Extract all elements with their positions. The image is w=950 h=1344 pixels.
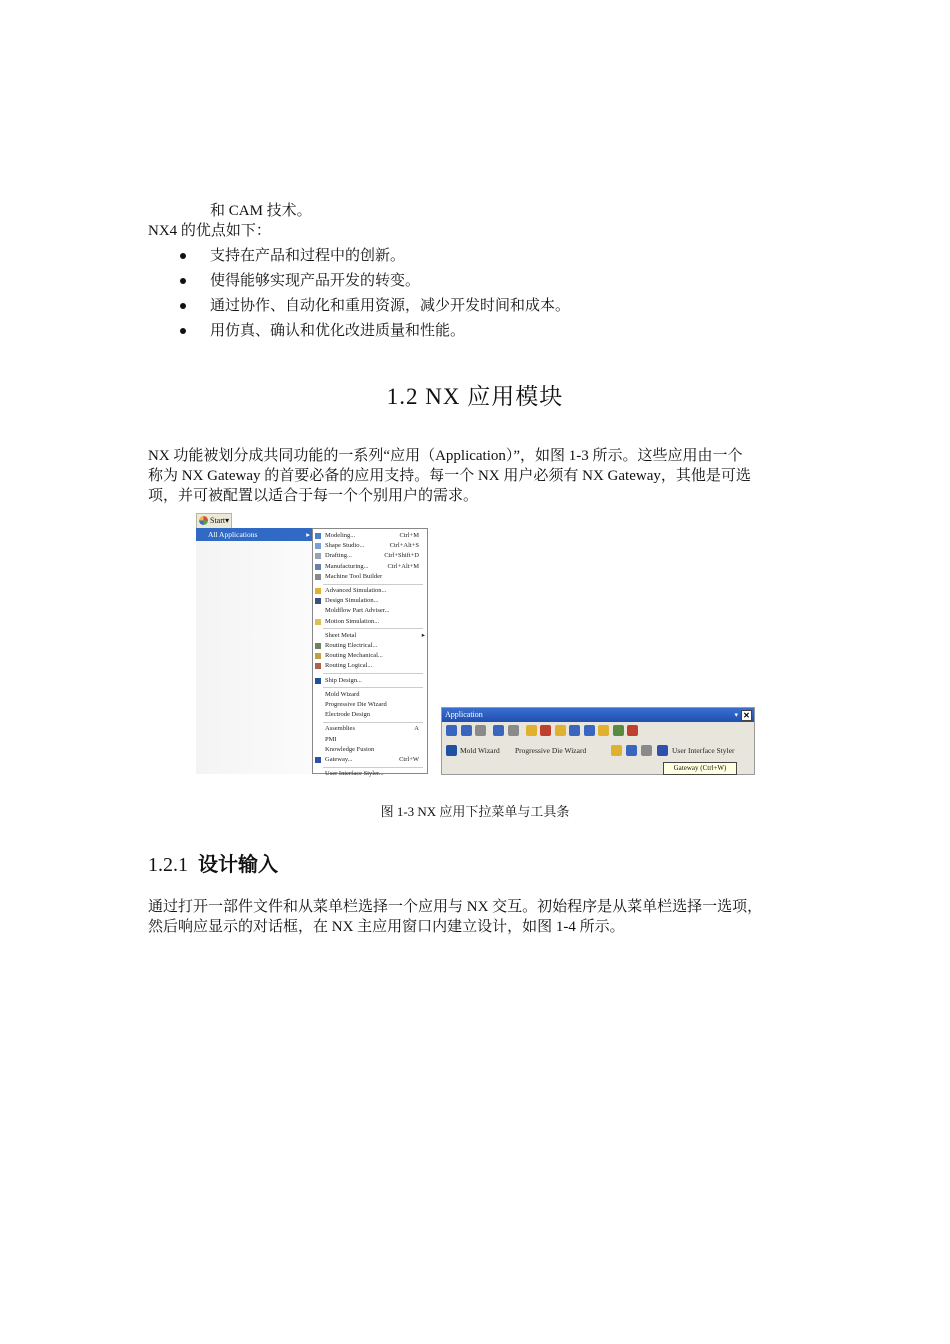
bullet-dot-icon xyxy=(180,328,186,334)
chevron-right-icon: ▸ xyxy=(306,530,310,539)
bullet-dot-icon xyxy=(180,278,186,284)
menu-item[interactable]: Knowledge Fusion xyxy=(325,745,375,753)
menu-item[interactable]: Advanced Simulation... xyxy=(313,586,427,596)
assemblies-icon[interactable] xyxy=(626,745,637,756)
menu-item[interactable]: Ship Design... xyxy=(313,676,427,686)
app-icon xyxy=(315,588,321,594)
app-icon xyxy=(315,574,321,580)
app-icon xyxy=(315,553,321,559)
electrode-icon[interactable] xyxy=(611,745,622,756)
menu-item[interactable]: Routing Mechanical... xyxy=(313,651,427,661)
app-icon xyxy=(315,663,321,669)
close-icon[interactable]: ✕ xyxy=(741,710,752,721)
app-icon xyxy=(315,643,321,649)
application-icon[interactable] xyxy=(598,725,609,736)
menu-separator xyxy=(323,628,423,629)
dropdown-icon[interactable]: ▾ xyxy=(734,711,738,719)
app-icon xyxy=(315,653,321,659)
application-icon[interactable] xyxy=(584,725,595,736)
menu-item[interactable]: Drafting... Ctrl+Shift+D xyxy=(313,551,427,561)
paragraph-line: NX 功能被划分成共同功能的一系列“应用（Application）”，如图 1-3 所示。这些应用由一个 xyxy=(148,448,743,464)
app-icon xyxy=(315,543,321,549)
menu-item[interactable]: Routing Electrical... xyxy=(313,641,427,651)
menu-item[interactable]: Mold Wizard xyxy=(325,690,360,698)
application-icon[interactable] xyxy=(461,725,472,736)
menu-item[interactable]: Gateway... Ctrl+W xyxy=(313,755,427,765)
application-icon[interactable] xyxy=(627,725,638,736)
app-icon xyxy=(315,533,321,539)
menu-item[interactable]: PMI xyxy=(325,735,337,743)
application-icon[interactable] xyxy=(540,725,551,736)
menu-item[interactable]: Electrode Design xyxy=(325,711,370,719)
app-icon xyxy=(315,598,321,604)
menu-item[interactable]: Assemblies A xyxy=(325,725,419,733)
menu-item[interactable]: Machine Tool Builder xyxy=(313,572,427,582)
nx-logo-icon xyxy=(199,516,208,525)
mold-wizard-button[interactable]: Mold Wizard xyxy=(460,746,500,755)
application-icon[interactable] xyxy=(446,725,457,736)
application-icon[interactable] xyxy=(475,725,486,736)
menu-item[interactable]: Progressive Die Wizard xyxy=(325,701,387,708)
menu-item[interactable]: Design Simulation... xyxy=(313,596,427,606)
app-icon xyxy=(315,564,321,570)
left-panel xyxy=(196,528,312,774)
menu-item[interactable]: Moldflow Part Adviser... xyxy=(325,607,390,615)
gateway-icon[interactable] xyxy=(657,745,668,756)
application-icon[interactable] xyxy=(526,725,537,736)
application-icon[interactable] xyxy=(555,725,566,736)
gateway-tooltip: Gateway (Ctrl+W) xyxy=(663,762,737,775)
menu-separator xyxy=(323,722,423,723)
application-icon[interactable] xyxy=(493,725,504,736)
bullet-dot-icon xyxy=(180,303,186,309)
pmi-icon[interactable] xyxy=(641,745,652,756)
toolbar-titlebar: Application ▾ ✕ xyxy=(442,708,754,722)
subsection-heading: 1.2.1 设计输入 xyxy=(148,854,278,876)
menu-item[interactable]: User Interface Styler... xyxy=(325,770,384,778)
menu-item[interactable]: Sheet Metal ▸ xyxy=(325,631,425,639)
progressive-die-button[interactable]: Progressive Die Wizard xyxy=(515,746,587,755)
text-line-continuation: 和 CAM 技术。 xyxy=(210,203,312,219)
paragraph-line: 然后响应显示的对话框，在 NX 主应用窗口内建立设计，如图 1-4 所示。 xyxy=(148,919,625,935)
menu-item[interactable]: Modeling... Ctrl+M xyxy=(313,531,427,541)
figure-caption: 图 1-3 NX 应用下拉菜单与工具条 xyxy=(380,804,570,819)
menu-item[interactable]: Motion Simulation... xyxy=(313,617,427,627)
menu-separator xyxy=(323,687,423,688)
menu-item[interactable]: Shape Studio... Ctrl+Alt+S xyxy=(313,541,427,551)
application-icon[interactable] xyxy=(508,725,519,736)
menu-separator xyxy=(323,584,423,585)
app-icon xyxy=(315,678,321,684)
chevron-right-icon: ▸ xyxy=(421,631,425,639)
application-icon[interactable] xyxy=(613,725,624,736)
paragraph-line: 称为 NX Gateway 的首要必备的应用支持。每一个 NX 用户必须有 NX Gateway，其他是可选 xyxy=(148,468,751,484)
ship-icon[interactable] xyxy=(446,745,457,756)
toolbar-row xyxy=(445,744,751,758)
start-button[interactable]: Start▾ xyxy=(196,513,232,529)
ui-styler-button[interactable]: User Interface Styler xyxy=(672,746,735,755)
menu-item[interactable]: Routing Logical... xyxy=(313,661,427,671)
app-icon xyxy=(315,619,321,625)
application-icon[interactable] xyxy=(569,725,580,736)
paragraph-line: 通过打开一部件文件和从菜单栏选择一个应用与 NX 交互。初始程序是从菜单栏选择一选项， xyxy=(148,899,763,915)
menu-item[interactable]: Manufacturing... Ctrl+Alt+M xyxy=(313,562,427,572)
all-applications-item[interactable]: All Applications ▸ xyxy=(196,528,312,541)
menu-separator xyxy=(323,673,423,674)
section-heading: 1.2 NX 应用模块 xyxy=(386,384,564,409)
app-icon xyxy=(315,757,321,763)
applications-menu xyxy=(312,528,428,778)
menu-separator xyxy=(323,767,423,768)
paragraph-line: 项，并可被配置以适合于每一个个别用户的需求。 xyxy=(148,488,479,504)
advantages-intro: NX4 的优点如下： xyxy=(148,223,271,239)
toolbar-row xyxy=(445,724,745,738)
bullet-dot-icon xyxy=(180,253,186,259)
